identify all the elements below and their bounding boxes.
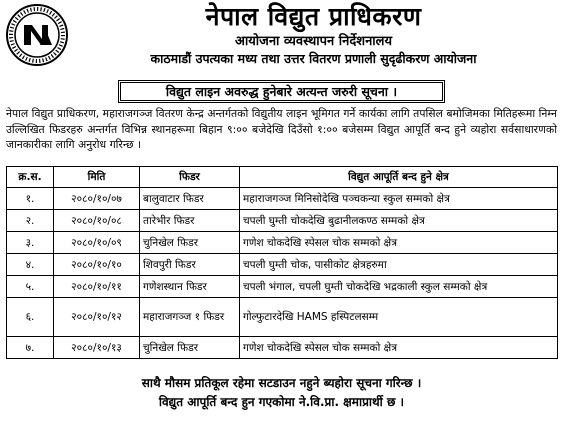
title-block xyxy=(70,0,557,67)
cell-area: गणेश चोकदेखि स्पेसल चोक सम्मको क्षेत्र xyxy=(240,337,558,359)
cell-feeder: बालुवाटार फिडर xyxy=(140,188,240,210)
header-area: विद्युत आपूर्ति बन्द हुने क्षेत्र xyxy=(240,167,558,188)
notice-title: विद्युत लाइन अवरुद्ध हुनेबारे अत्यन्त जरुरी सूचना । xyxy=(118,80,445,103)
cell-date: २०८०/१०/११ xyxy=(54,276,140,298)
cell-sn: ३. xyxy=(7,232,54,254)
cell-sn: ५. xyxy=(7,276,54,298)
cell-feeder: शिवपुरी फिडर xyxy=(140,254,240,276)
notice-body: नेपाल विद्युत प्राधिकरण, महाराजगञ्ज वितरण केन्द्र अन्तर्गतको विद्युतीय लाइन भूमिगत गर्ने कार्यका लागि तपसिल बमोजिमका मितिहरूमा निम्न उल्लिखित फिडरहरु अन्तर्गत विभिन्न स्थानहरूमा बिहान ९:०० बजेदेखि दिउँसो १:०० बजेसम्म विद्युत आपूर्ति बन्द हुने व्यहोरा सर्वसाधारणको जानकारीका लागि अनुरोध गरिन्छ । xyxy=(6,107,557,151)
cell-area: महाराजगञ्ज मिनिसोदेखि पञ्चकन्या स्कुल सम्मको क्षेत्र xyxy=(240,188,558,210)
header-sn: क्र.स. xyxy=(7,167,54,188)
cell-date: २०८०/१०/०९ xyxy=(54,232,140,254)
cell-feeder: चुनिखेल फिडर xyxy=(140,337,240,359)
nea-logo-icon xyxy=(5,3,69,67)
cell-feeder: तारेभीर फिडर xyxy=(140,210,240,232)
project-name: काठमाडौं उपत्यका मध्य तथा उत्तर वितरण प्रणाली सुदृढीकरण आयोजना xyxy=(150,51,477,66)
directorate-name: आयोजना व्यवस्थापन निर्देशनालय xyxy=(234,34,393,49)
cell-feeder: चुनिखेल फिडर xyxy=(140,232,240,254)
table-row xyxy=(7,188,558,210)
org-name: नेपाल विद्युत प्राधिकरण xyxy=(205,2,422,31)
table-header-row xyxy=(7,167,558,188)
cell-feeder: गणेशस्थान फिडर xyxy=(140,276,240,298)
header-date: मिति xyxy=(54,167,140,188)
cell-sn: २. xyxy=(7,210,54,232)
cell-date: २०८०/१०/०७ xyxy=(54,188,140,210)
notice-header xyxy=(0,0,563,76)
cell-sn: ४. xyxy=(7,254,54,276)
cell-sn: ७. xyxy=(7,337,54,359)
cell-date: २०८०/१०/१३ xyxy=(54,337,140,359)
table-row xyxy=(7,276,558,298)
table-row xyxy=(7,232,558,254)
cell-area: गणेश चोकदेखि स्पेसल चोक सम्मको क्षेत्र xyxy=(240,232,558,254)
header-feeder: फिडर xyxy=(140,167,240,188)
outage-schedule-table xyxy=(6,166,558,359)
cell-feeder: महाराजगञ्ज १ फिडर xyxy=(140,298,240,337)
cell-area: चपली घुम्ती चोक, पासीकोट क्षेत्रहरुमा xyxy=(240,254,558,276)
cell-area: गोल्फुटारदेखि HAMS हस्पिटलसम्म xyxy=(240,298,558,337)
cell-date: २०८०/१०/१० xyxy=(54,254,140,276)
notice-footer xyxy=(0,374,563,412)
cell-date: २०८०/१०/०८ xyxy=(54,210,140,232)
cell-area: चपली घुम्ती चोकदेखि बुढानीलकण्ठ सम्मको क्षेत्र xyxy=(240,210,558,232)
footer-line-2: विद्युत आपूर्ति बन्द हुन गएकोमा ने.वि.प्रा. क्षमाप्रार्थी छ । xyxy=(158,395,405,409)
footer-line-1: साथै मौसम प्रतिकूल रहेमा सटडाउन नहुने ब्यहोरा सूचना गरिन्छ । xyxy=(141,376,422,390)
table-row xyxy=(7,337,558,359)
table-row xyxy=(7,298,558,337)
cell-sn: ६. xyxy=(7,298,54,337)
table-row xyxy=(7,254,558,276)
cell-date: २०८०/१०/१२ xyxy=(54,298,140,337)
cell-sn: १. xyxy=(7,188,54,210)
table-row xyxy=(7,210,558,232)
cell-area: चपली भंगाल, चपली घुम्ती चोकदेखि भद्रकाली स्कुल सम्मको क्षेत्र xyxy=(240,276,558,298)
